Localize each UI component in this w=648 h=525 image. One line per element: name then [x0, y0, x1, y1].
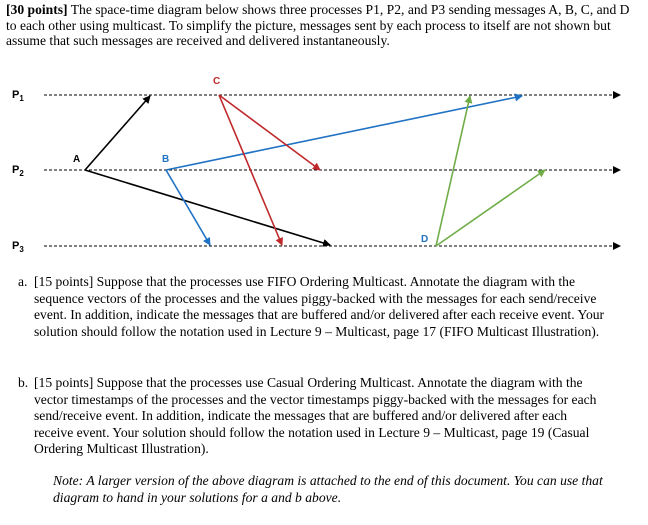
- message-d: [421, 96, 545, 246]
- message-d-to-p2: [436, 170, 545, 246]
- intro-text: The space-time diagram below shows three processes P1, P2, and P3 sending messages A, B, C, and D to each other using multicast. To simplify the picture, messages sent by each process to itself are not shown but assume that such messages are received and delivered instantaneously.: [6, 2, 630, 49]
- message-c: [213, 76, 320, 245]
- process-label-p2: $P_2$: [12, 164, 24, 178]
- message-d-to-p1: [436, 96, 470, 246]
- message-a-to-p3: [85, 170, 330, 245]
- question-b-marker: b.: [18, 375, 29, 390]
- note-text: Note: A larger version of the above diagram is attached to the end of this document. You can use that diagram to hand in your solutions for a and b above.: [53, 473, 603, 505]
- message-label-c: C: [213, 76, 221, 87]
- message-b-to-p1: [166, 96, 522, 170]
- space-time-diagram: [0, 62, 648, 262]
- message-a-to-p1: [85, 96, 150, 170]
- message-b-to-p3: [166, 170, 210, 245]
- process-label-p3: $P_3$: [12, 240, 24, 254]
- message-label-d: D: [421, 234, 429, 245]
- message-label-a: A: [73, 154, 81, 165]
- intro-paragraph: [6, 2, 638, 49]
- process-label-p1: $P_1$: [12, 89, 24, 103]
- question-a-points: [15 points]: [34, 274, 94, 289]
- question-a-marker: a.: [18, 274, 28, 289]
- question-b-text: Suppose that the processes use Casual Ordering Multicast. Annotate the diagram with the vector timestamps of the processes and the vector timestamps piggy-backed with the messages for each send/receive event. In addition, indicate the messages that are buffered and/or delivered after each receive event. Your solution should follow the notation used in Lecture 9 – Multicast, page 19 (Casual Ordering Multicast Illustration).: [34, 375, 597, 457]
- question-b-points: [15 points]: [34, 375, 94, 390]
- question-a-text: Suppose that the processes use FIFO Ordering Multicast. Annotate the diagram with the sequence vectors of the processes and the values piggy-backed with the messages for each send/receive event. In addition, indicate the messages that are buffered and/or delivered after each receive event. Your solution should follow the notation used in Lecture 9 – Multicast, page 17 (FIFO Multicast Illustration).: [34, 274, 605, 339]
- message-label-b: B: [162, 154, 170, 165]
- question-b: [18, 375, 606, 458]
- question-a: [18, 274, 606, 340]
- intro-points: [30 points]: [6, 2, 68, 17]
